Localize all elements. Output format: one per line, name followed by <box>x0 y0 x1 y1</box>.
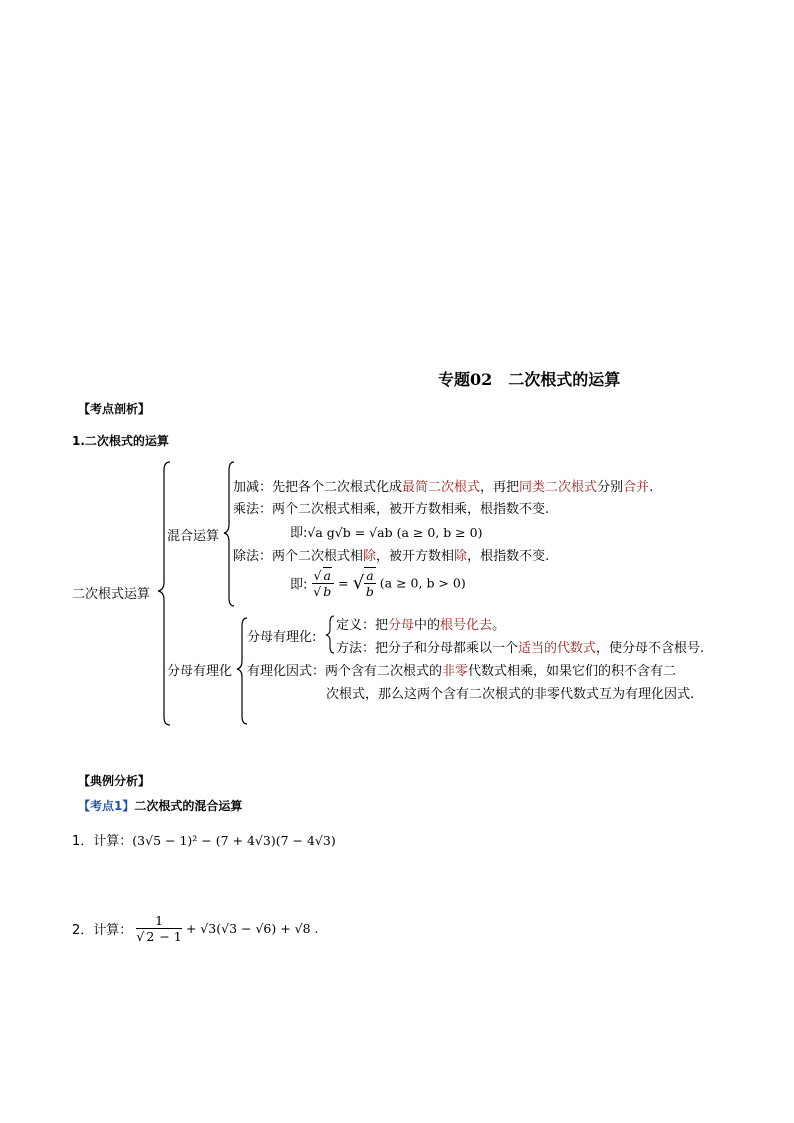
def-method-brace <box>326 616 334 653</box>
method-line <box>336 637 704 656</box>
sub-rationalize-label: 分母有理化: <box>247 630 317 645</box>
page-title: 专题02 二次根式的运算 <box>438 370 621 389</box>
rule-add-sub-text: 加减：先把各个二次根式化成 <box>233 480 403 495</box>
factor-line-1 <box>247 660 676 679</box>
section-dianli: 【典例分析】 <box>78 774 151 788</box>
rule-add-sub-mid: ，再把 <box>480 480 520 495</box>
divide-equals: = <box>338 575 349 591</box>
question-2 <box>72 913 319 944</box>
factor-line-2: 次根式，那么这两个含有二次根式的非零代数式互为有理化因式. <box>326 687 695 702</box>
keyword-combine: 合并 <box>623 480 650 495</box>
keyword-remove-radical: 根号化去 <box>440 618 493 633</box>
rule-multiply: 乘法：两个二次根式相乘，被开方数相乘，根指数不变. <box>233 502 550 517</box>
q2-fraction: $\frac{1}{√ 2 - 1}$ <box>136 913 182 944</box>
kaodian1-heading <box>78 797 242 814</box>
rule-divide-b: ，被开方数相 <box>376 549 455 564</box>
rule-divide-c: ，根指数不变. <box>467 549 550 564</box>
keyword-like-radicals: 同类二次根式 <box>519 480 598 495</box>
multiply-formula-expr: √a g√b = √ab (a ≥ 0, b ≥ 0) <box>307 525 483 540</box>
keyword-denominator: 分母 <box>388 618 415 633</box>
root-brace <box>158 462 170 725</box>
multiply-formula <box>290 522 482 541</box>
q2-label: 2．计算： <box>72 923 133 938</box>
divide-big-root: √ <box>352 572 365 594</box>
divide-condition: (a ≥ 0, b > 0) <box>379 575 466 591</box>
keyword-divide-2: 除 <box>454 549 468 564</box>
rule-add-sub-mid2: 分别 <box>597 480 624 495</box>
definition-c: 。 <box>492 618 506 633</box>
rationalize-brace <box>237 618 247 724</box>
rule-add-sub <box>233 476 653 495</box>
definition-line <box>336 614 505 633</box>
multiply-formula-prefix: 即: <box>290 526 308 541</box>
tree-branch-mixed: 混合运算 <box>167 529 220 544</box>
q1-expression: (3√5 − 1)² − (7 + 4√3)(7 − 4√3) <box>132 833 336 848</box>
method-b: ，使分母不含根号. <box>596 641 705 656</box>
keyword-nonzero: 非零 <box>442 664 469 679</box>
factor-a: 有理化因式：两个含有二次根式的 <box>247 664 443 679</box>
definition-b: 中的 <box>414 618 441 633</box>
keyword-simplest: 最简二次根式 <box>402 480 481 495</box>
kaodian1-text: 二次根式的混合运算 <box>134 799 243 813</box>
divide-frac-left: $\frac{√ a}{√ b}$ <box>312 568 334 599</box>
method-a: 方法：把分子和分母都乘以一个 <box>336 641 519 656</box>
section-kaodian: 【考点剖析】 <box>78 402 151 416</box>
kaodian1-tag: 【考点1】 <box>78 799 135 813</box>
sub-rationalize-text: 分母有理化 <box>247 630 313 645</box>
question-1 <box>72 830 336 849</box>
q2-expression-tail: + √3(√3 − √6) + √8 . <box>185 921 319 936</box>
keyword-divide-1: 除 <box>363 549 377 564</box>
keyword-suitable-expr: 适当的代数式 <box>518 641 597 656</box>
factor-b: 代数式相乘，如果它们的积不含有二 <box>468 664 677 679</box>
divide-formula-prefix: 即: <box>290 577 308 593</box>
definition-a: 定义：把 <box>336 618 389 633</box>
divide-frac-right: $\frac{a}{b}$ <box>365 568 374 599</box>
tree-branch-rationalize: 分母有理化 <box>167 664 233 679</box>
subsection-1: 1.二次根式的运算 <box>72 434 169 448</box>
rule-divide <box>233 545 549 564</box>
tree-root: 二次根式运算 <box>72 587 151 602</box>
q1-label: 1．计算： <box>72 834 133 849</box>
rule-divide-a: 除法：两个二次根式相 <box>233 549 364 564</box>
divide-formula <box>290 567 466 599</box>
rule-add-sub-end: . <box>649 480 654 495</box>
